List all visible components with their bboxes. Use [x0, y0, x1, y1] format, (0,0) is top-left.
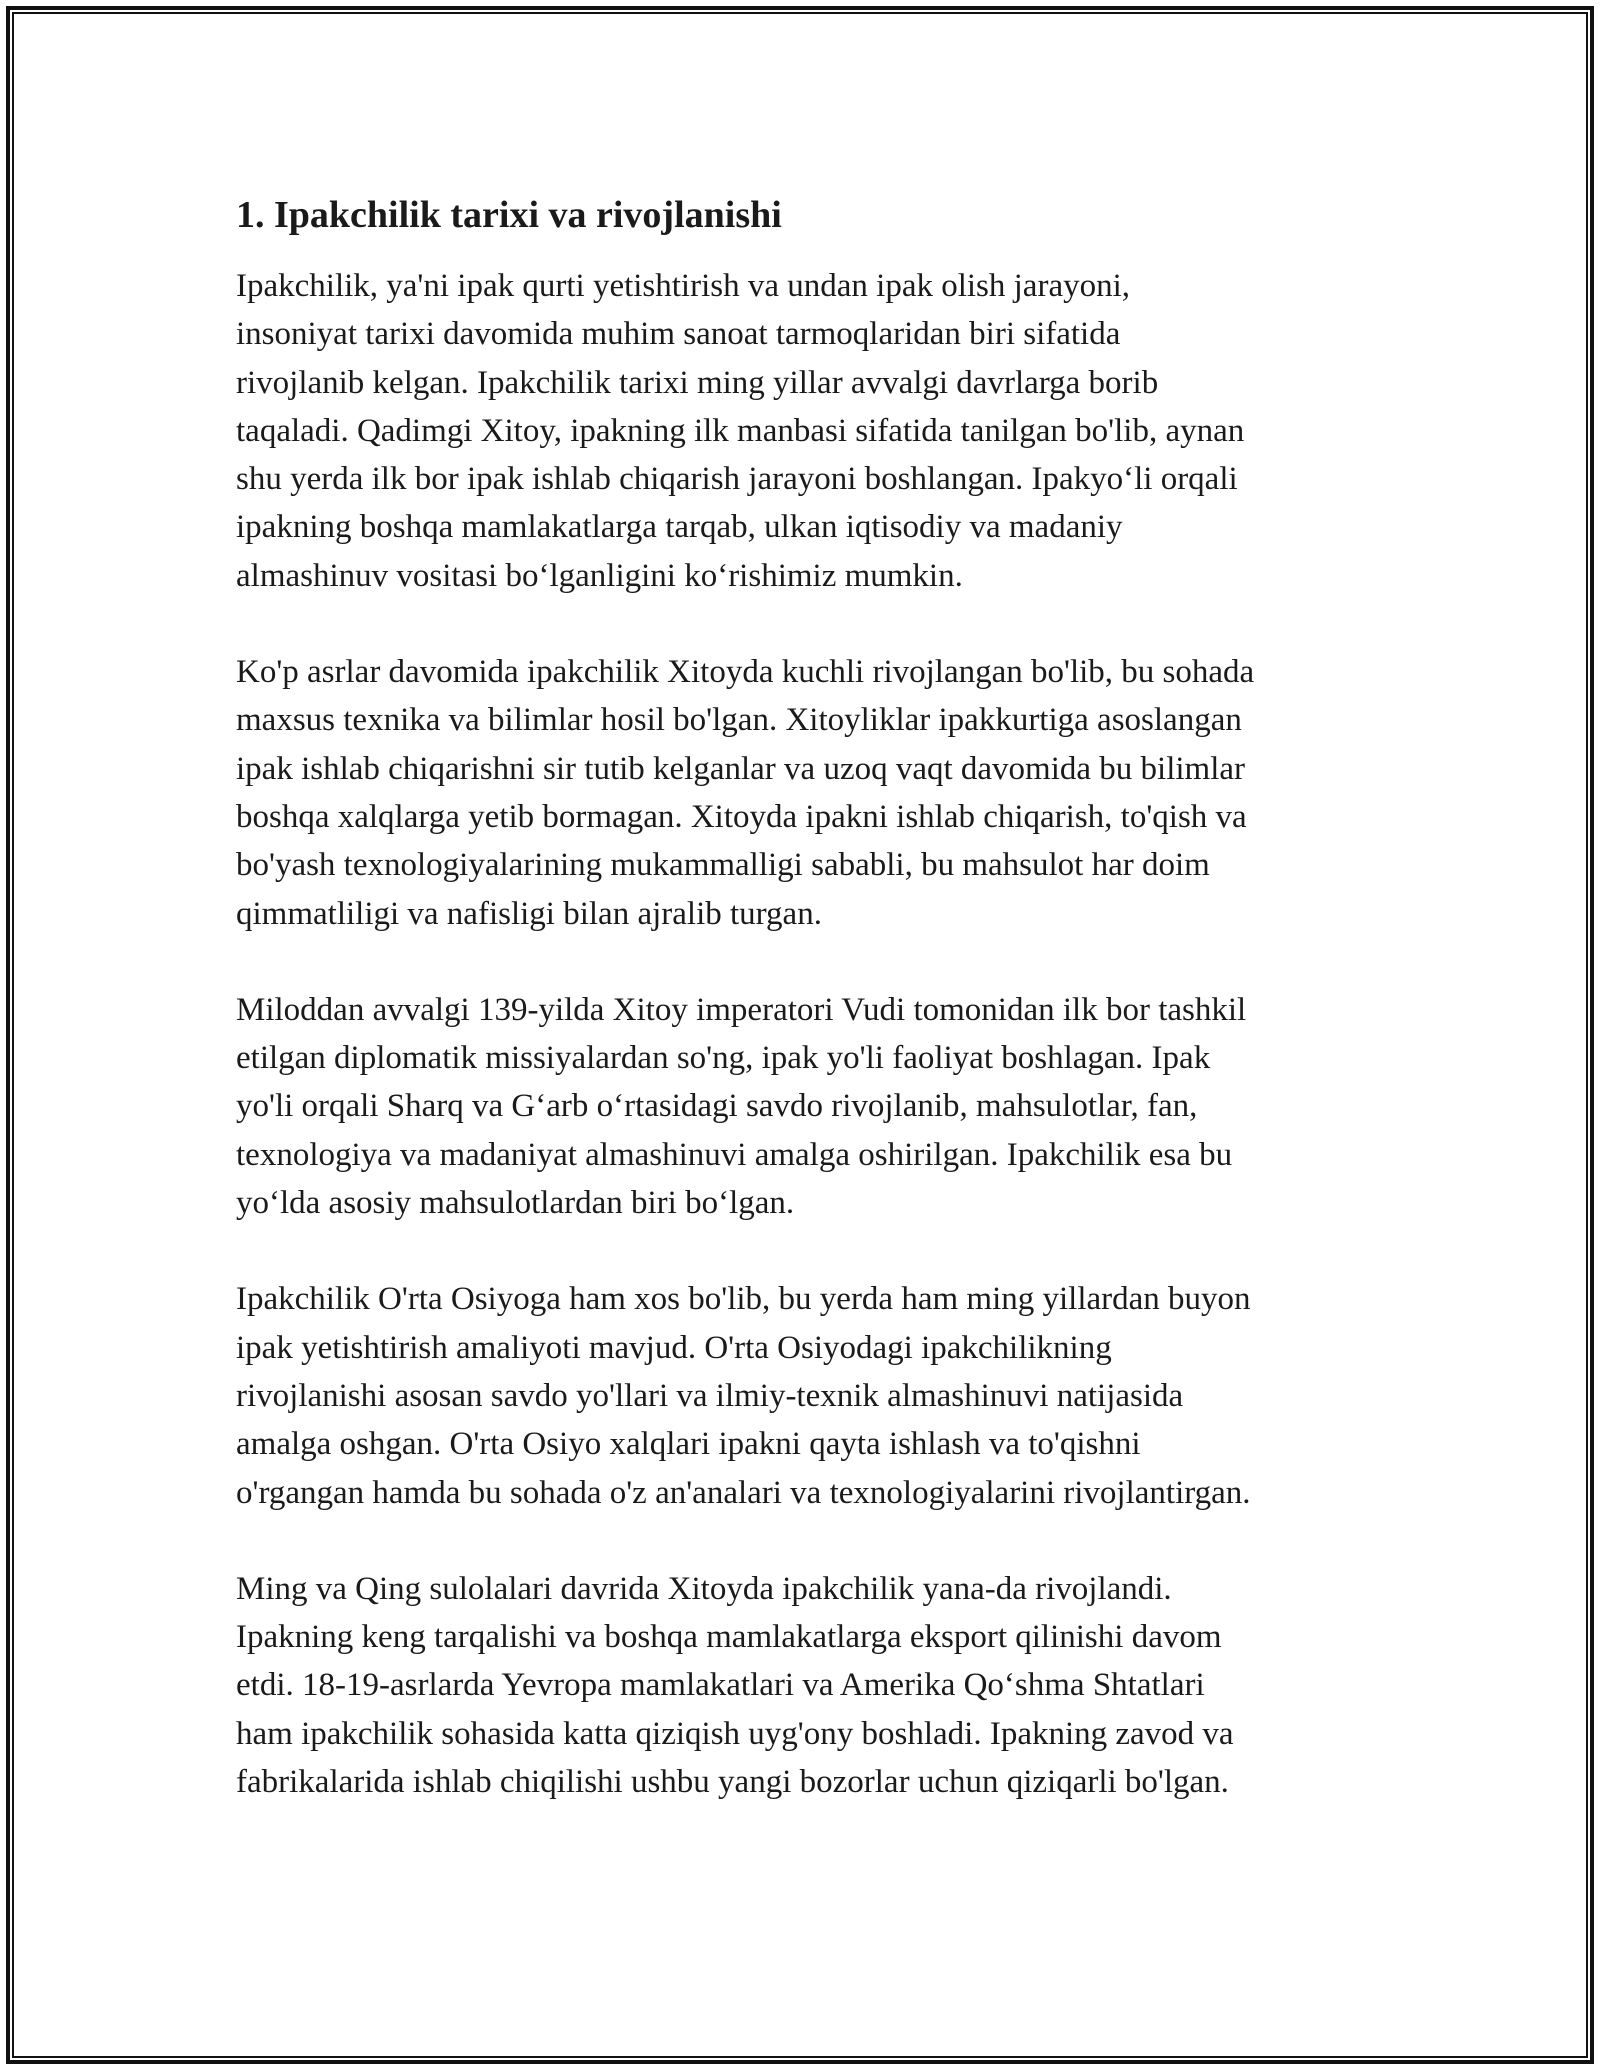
text-line: almashinuv vositasi bo‘lganligini ko‘rishimiz mumkin. [236, 557, 963, 594]
text-line: Ko'p asrlar davomida ipakchilik Xitoyda kuchli rivojlangan bo'lib, bu sohada [236, 654, 1255, 691]
text-line: insoniyat tarixi davomida muhim sanoat tarmoqlaridan biri sifatida [236, 316, 1121, 353]
document-body [236, 188, 1376, 1854]
text-line: maxsus texnika va bilimlar hosil bo'lgan. Xitoyliklar ipakkurtiga asoslangan [236, 702, 1242, 739]
text-line: Miloddan avvalgi 139-yilda Xitoy imperatori Vudi tomonidan ilk bor tashkil [236, 991, 1247, 1028]
text-line: taqaladi. Qadimgi Xitoy, ipakning ilk manbasi sifatida tanilgan bo'lib, aynan [236, 412, 1245, 449]
text-line: etilgan diplomatik missiyalardan so'ng, ipak yo'li faoliyat boshlagan. Ipak [236, 1040, 1211, 1077]
text-line: yo‘lda asosiy mahsulotlardan biri bo‘lgan. [236, 1185, 795, 1222]
paragraph-2 [236, 648, 1376, 938]
paragraph-4 [236, 1275, 1376, 1516]
text-line: ham ipakchilik sohasida katta qiziqish uyg'ony boshladi. Ipakning zavod va [236, 1715, 1234, 1752]
paragraph-5 [236, 1565, 1376, 1806]
text-line: ipak yetishtirish amaliyoti mavjud. O'rta Osiyodagi ipakchilikning [236, 1329, 1112, 1366]
text-line: Ipakning keng tarqalishi va boshqa mamlakatlarga eksport qilinishi davom [236, 1619, 1222, 1656]
text-line: qimmatliligi va nafisligi bilan ajralib turgan. [236, 895, 822, 932]
text-line: bo'yash texnologiyalarining mukammalligi sababli, bu mahsulot har doim [236, 847, 1210, 884]
text-line: yo'li orqali Sharq va G‘arb o‘rtasidagi savdo rivojlanib, mahsulotlar, fan, [236, 1088, 1198, 1125]
text-line: amalga oshgan. O'rta Osiyo xalqlari ipakni qayta ishlash va to'qishni [236, 1426, 1141, 1463]
text-line: texnologiya va madaniyat almashinuvi amalga oshirilgan. Ipakchilik esa bu [236, 1136, 1233, 1173]
text-line: Ipakchilik, ya'ni ipak qurti yetishtirish va undan ipak olish jarayoni, [236, 268, 1131, 304]
text-line: rivojlanishi asosan savdo yo'llari va ilmiy-texnik almashinuvi natijasida [236, 1377, 1184, 1414]
text-line: rivojlanib kelgan. Ipakchilik tarixi ming yillar avvalgi davrlarga borib [236, 364, 1159, 401]
text-line: boshqa xalqlarga yetib bormagan. Xitoyda ipakni ishlab chiqarish, to'qish va [236, 798, 1247, 835]
text-line: ipak ishlab chiqarishni sir tutib kelganlar va uzoq vaqt davomida bu bilimlar [236, 750, 1246, 787]
paragraph-3 [236, 986, 1376, 1227]
text-line: Ipakchilik O'rta Osiyoga ham xos bo'lib, bu yerda ham ming yillardan buyon [236, 1281, 1251, 1318]
paragraph-1 [236, 262, 1376, 600]
section-heading: 1. Ipakchilik tarixi va rivojlanishi [236, 194, 782, 236]
text-line: fabrikalarida ishlab chiqilishi ushbu yangi bozorlar uchun qiziqarli bo'lgan. [236, 1764, 1229, 1801]
text-line: Ming va Qing sulolalari davrida Xitoyda ipakchilik yana-da rivojlandi. [236, 1570, 1172, 1607]
text-line: ipakning boshqa mamlakatlarga tarqab, ulkan iqtisodiy va madaniy [236, 509, 1123, 546]
text-line: etdi. 18-19-asrlarda Yevropa mamlakatlari va Amerika Qo‘shma Shtatlari [236, 1667, 1205, 1704]
text-line: o'rgangan hamda bu sohada o'z an'analari va texnologiyalarini rivojlantirgan. [236, 1474, 1251, 1511]
text-line: shu yerda ilk bor ipak ishlab chiqarish jarayoni boshlangan. Ipakyo‘li orqali [236, 461, 1238, 498]
